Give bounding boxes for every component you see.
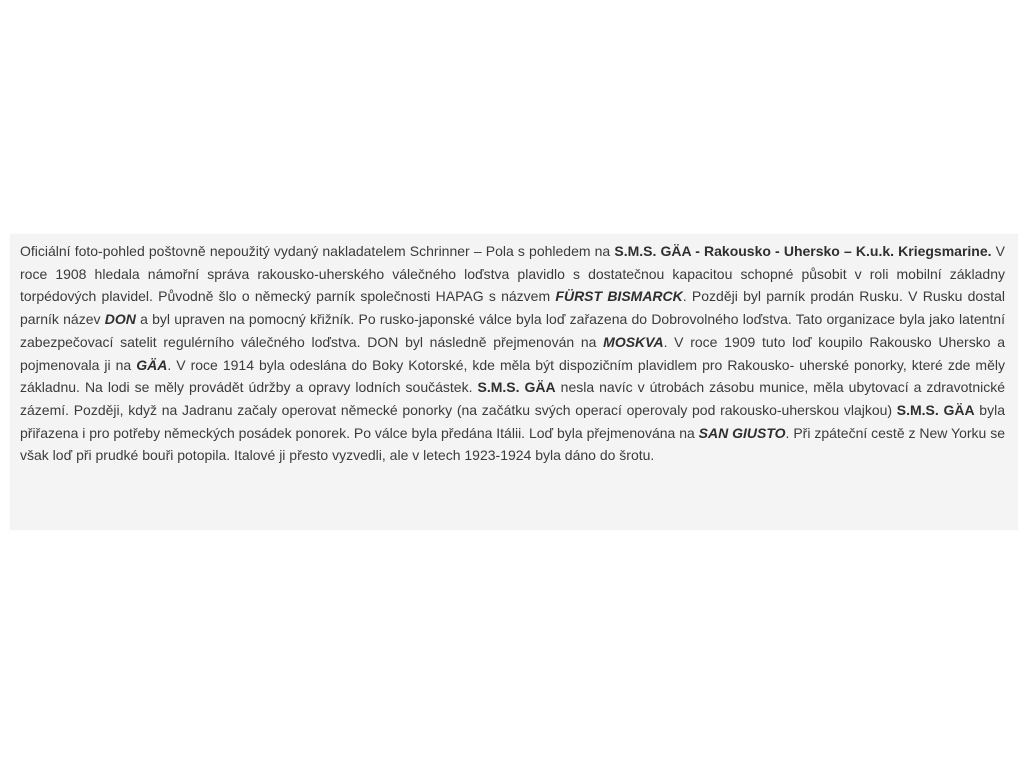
bold-name: S.M.S. GÄA — [477, 379, 556, 396]
text-run: nesla navíc v útrobách zásobu munice, měla ubytovací a zdravotnické zázemí. Později, když na Jadranu začaly operovat německé ponorky (na začátku svých operací operovaly pod rakousko-uherskou vlajkou) — [20, 379, 1005, 418]
text-run: . Později byl parník prodán Rusku. V Rusku dostal parník název — [20, 288, 1006, 328]
emphasized-name: DON — [104, 311, 136, 328]
description-paragraph — [20, 240, 1005, 467]
text-run: byla přiřazena i pro potřeby německých posádek ponorek. Po válce byla předána Itálii. Loď byla přejmenována na — [20, 401, 1005, 441]
bold-name: S.M.S. GÄA — [896, 401, 975, 418]
emphasized-name: FÜRST BISMARCK — [555, 288, 683, 305]
text-run: . Při zpáteční cestě z New Yorku se však loď při prudké bouři potopila. Italové ji přesto vyzvedli, ale v letech 1923-1924 byla dáno do šrotu. — [20, 424, 1005, 464]
bold-name: S.M.S. GÄA - Rakousko - Uhersko – K.u.k. Kriegsmarine. — [614, 243, 992, 259]
text-run: . V roce 1909 tuto loď koupilo Rakousko Uhersko a pojmenovala ji na — [20, 333, 1005, 373]
emphasized-name: GÄA — [136, 356, 168, 373]
emphasized-name: SAN GIUSTO — [698, 424, 786, 441]
text-run: Oficiální foto-pohled poštovně nepoužitý vydaný nakladatelem Schrinner – Pola s pohledem na — [20, 243, 615, 259]
text-run: . V roce 1914 byla odeslána do Boky Kotorské, kde měla být dispozičním plavidlem pro Rakousko- uherské ponorky, které zde měly základnu. Na lodi se měly provádět údržby a opravy lodních součástek. — [20, 356, 1005, 396]
text-run: a byl upraven na pomocný křižník. Po rusko-japonské válce byla loď zařazena do Dobrovolného loďstva. Tato organizace byla jako latentní zabezpečovací satelit regulérního válečného loďstva. DON byl následně přejmenován na — [20, 311, 1005, 350]
text-run: V roce 1908 hledala námořní správa rakousko-uherského válečného loďstva plavidlo s dostatečnou kapacitou schopné působit v roli mobilní základny torpédových plavidel. Původně šlo o německý parník společnosti HAPAG s názvem — [20, 243, 1005, 305]
emphasized-name: MOSKVA — [603, 333, 664, 350]
